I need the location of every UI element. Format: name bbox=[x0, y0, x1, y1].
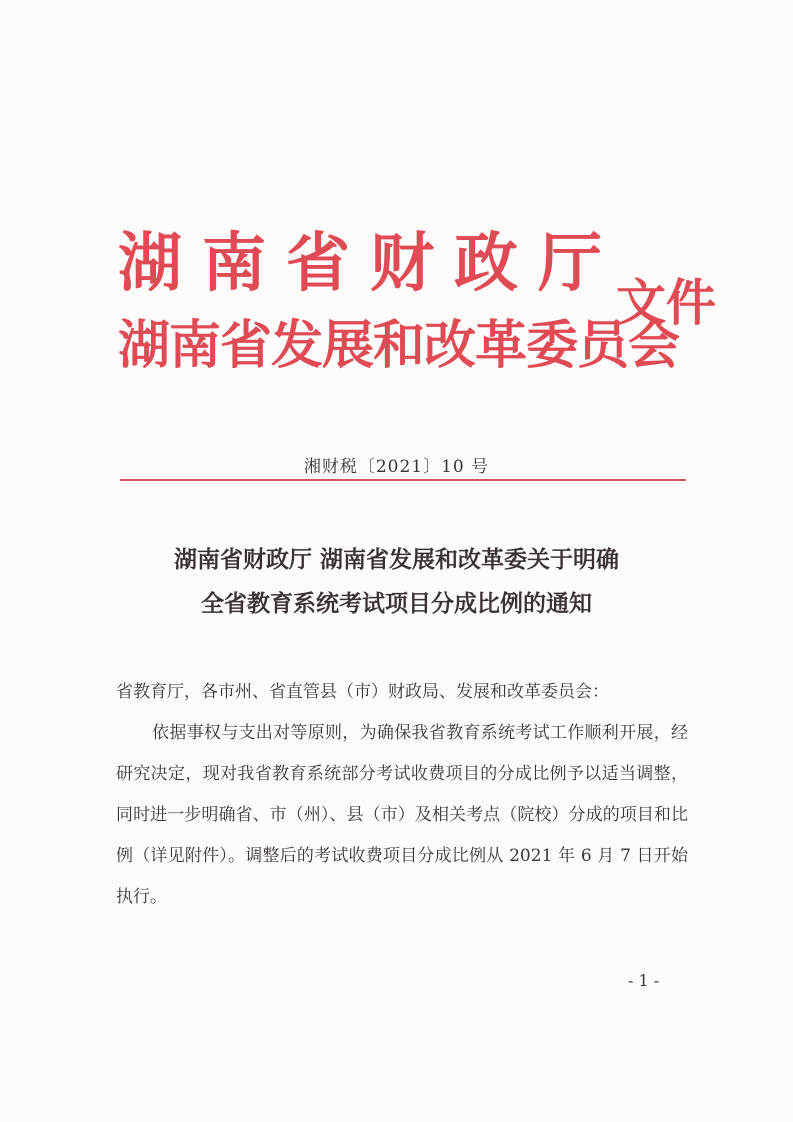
issuer-finance-department: 湖南省财政厅 bbox=[118, 227, 622, 301]
body-paragraph: 依据事权与支出对等原则，为确保我省教育系统考试工作顺利开展，经研究决定，现对我省教育系统部分考试收费项目的分成比例予以适当调整，同时进一步明确省、市（州）、县（市）及相关考点（院校）分成的项目和比例（详见附件）。调整后的考试收费项目分成比例从 2021 年 6 月 7 日开始执行。 bbox=[116, 723, 688, 907]
page-number: - 1 - bbox=[628, 971, 660, 990]
document-number: 湘财税〔2021〕10 号 bbox=[303, 457, 490, 477]
title-line-1: 湖南省财政厅 湖南省发展和改革委关于明确 bbox=[173, 547, 619, 573]
document-type-label: 文件 bbox=[616, 274, 716, 332]
salutation: 省教育厅，各市州、省直管县（市）财政局、发展和改革委员会： bbox=[116, 682, 609, 702]
document-title bbox=[60, 538, 733, 626]
red-separator-line bbox=[120, 479, 686, 481]
red-header bbox=[118, 228, 718, 398]
title-line-2: 全省教育系统考试项目分成比例的通知 bbox=[201, 591, 592, 617]
issuer-development-reform-commission: 湖南省发展和改革委员会 bbox=[118, 316, 680, 376]
document-body bbox=[116, 672, 688, 918]
